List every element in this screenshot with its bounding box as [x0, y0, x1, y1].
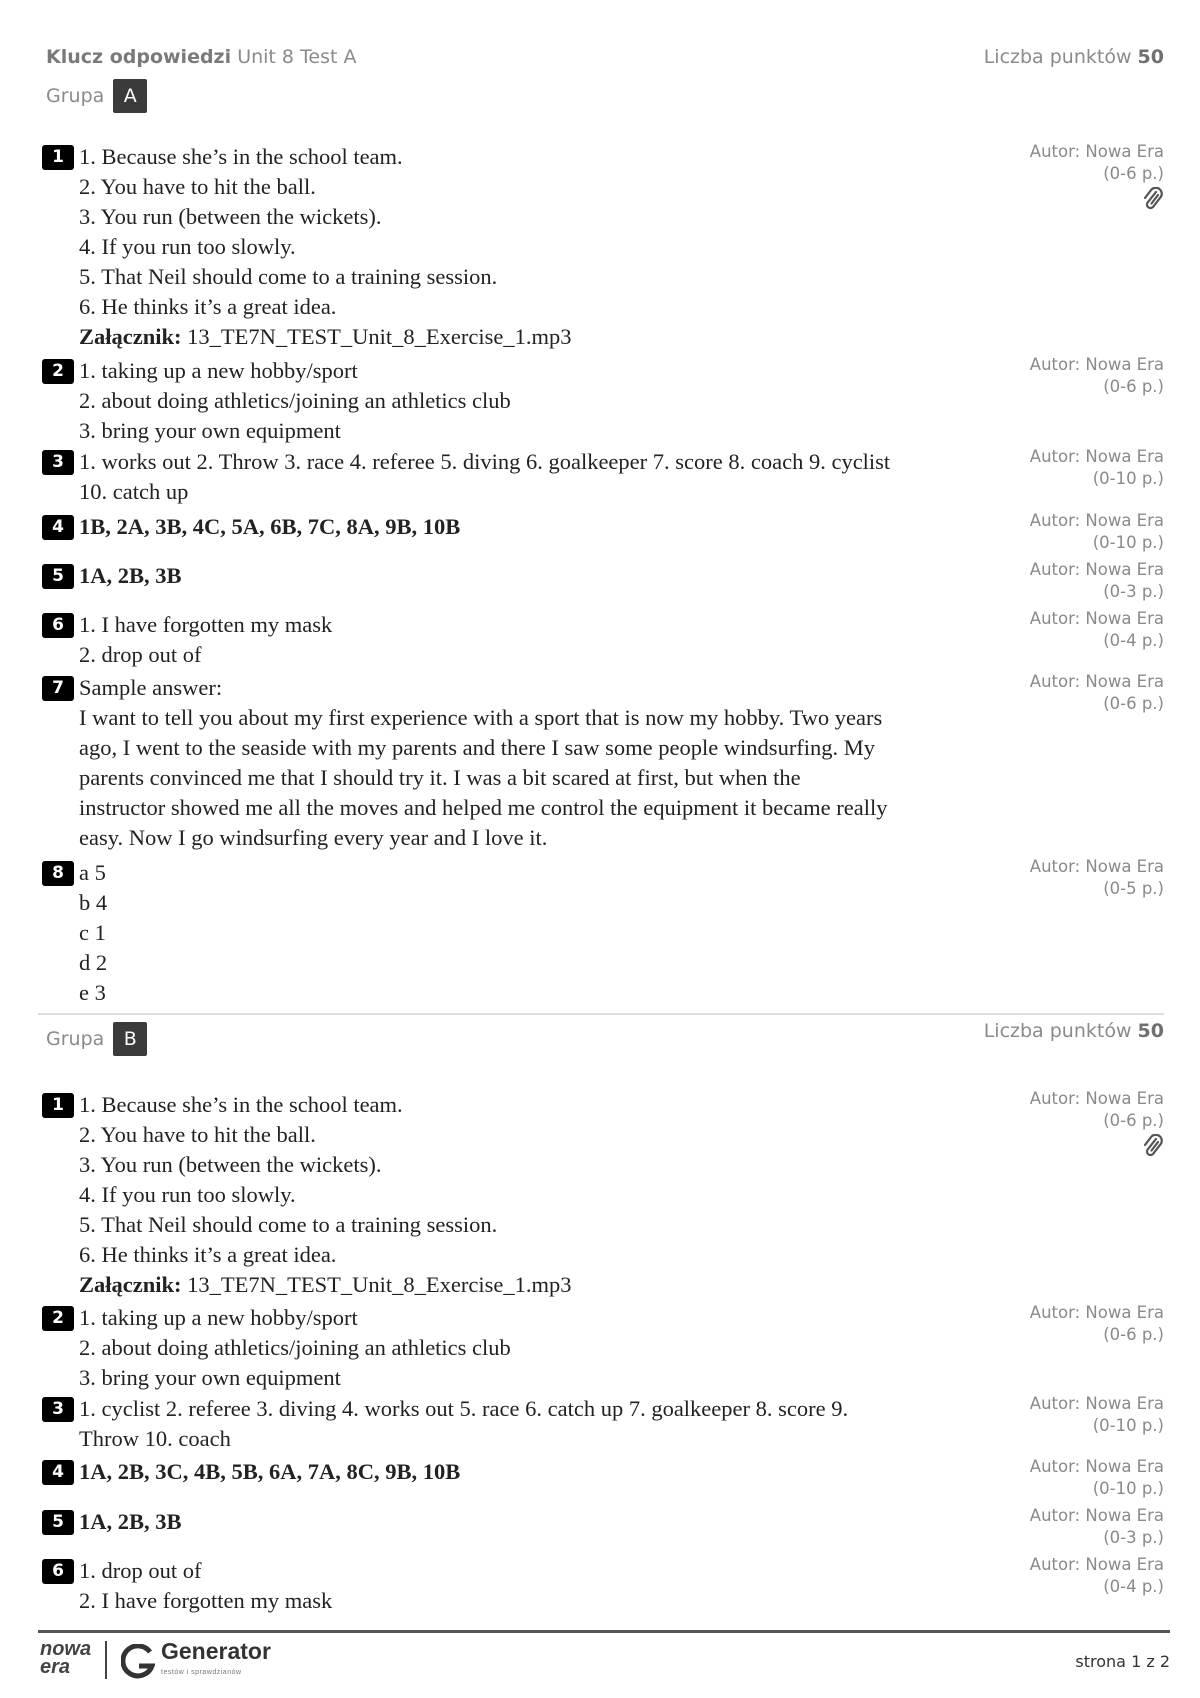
- points-range: (0-6 p.): [1103, 377, 1164, 396]
- question-b6-meta: [1030, 1554, 1164, 1598]
- question-b4-meta: [1030, 1456, 1164, 1500]
- author-label: Autor: Nowa Era: [1029, 857, 1164, 876]
- paperclip-icon[interactable]: [1142, 187, 1164, 213]
- author-label: Autor: Nowa Era: [1029, 560, 1164, 579]
- group-a-label: [46, 79, 147, 113]
- points-range: (0-10 p.): [1092, 1479, 1164, 1498]
- answer-line: 1. taking up a new hobby/sport: [79, 1305, 358, 1330]
- attachment-filename[interactable]: 13_TE7N_TEST_Unit_8_Exercise_1.mp3: [187, 1272, 572, 1297]
- question-number-badge: 7: [42, 676, 74, 701]
- group-letter-badge: B: [113, 1022, 147, 1056]
- question-number-badge: 1: [42, 1093, 74, 1118]
- answer-line: 1. taking up a new hobby/sport: [79, 358, 358, 383]
- question-b3-meta: [1030, 1393, 1164, 1437]
- answer-line: 1. cyclist 2. referee 3. diving 4. works out 5. race 6. catch up 7. goalkeeper 8. score 9.: [79, 1396, 849, 1421]
- answer-line: d 2: [79, 950, 108, 975]
- points-range: (0-6 p.): [1103, 1111, 1164, 1130]
- answer-line: 2. about doing athletics/joining an athletics club: [79, 388, 511, 413]
- points-value: 50: [1137, 1020, 1164, 1042]
- points-value: 50: [1137, 46, 1164, 68]
- points-range: (0-4 p.): [1103, 631, 1164, 650]
- author-label: Autor: Nowa Era: [1029, 511, 1164, 530]
- answer-heading: Sample answer:: [79, 675, 223, 700]
- answer-line: 1A, 2B, 3B: [79, 1509, 182, 1534]
- author-label: Autor: Nowa Era: [1029, 609, 1164, 628]
- question-number-badge: 3: [42, 1397, 74, 1422]
- question-number-badge: 6: [42, 613, 74, 638]
- question-a4-meta: [1030, 510, 1164, 554]
- attachment-label: Załącznik:: [79, 1272, 182, 1297]
- answer-line: 2. You have to hit the ball.: [79, 174, 316, 199]
- question-a1-meta: [1030, 141, 1164, 213]
- question-a8-meta: [1030, 856, 1164, 900]
- points-range: (0-3 p.): [1103, 582, 1164, 601]
- attachment[interactable]: [79, 322, 1039, 352]
- logo-nowa-text: nowa: [40, 1638, 92, 1660]
- answer-line: 1. I have forgotten my mask: [79, 612, 333, 637]
- nowa-era-logo: [40, 1640, 91, 1676]
- question-number-badge: 3: [42, 450, 74, 475]
- author-label: Autor: Nowa Era: [1029, 1303, 1164, 1322]
- author-label: Autor: Nowa Era: [1029, 1394, 1164, 1413]
- question-number-badge: 5: [42, 1510, 74, 1535]
- group-b-label: [46, 1022, 147, 1056]
- group-label-text: Grupa: [46, 1028, 105, 1050]
- answer-line: easy. Now I go windsurfing every year and I love it.: [79, 825, 548, 850]
- title-rest: Unit 8 Test A: [237, 46, 357, 68]
- author-label: Autor: Nowa Era: [1029, 672, 1164, 691]
- answer-line: b 4: [79, 890, 108, 915]
- points-range: (0-3 p.): [1103, 1528, 1164, 1547]
- points-range: (0-10 p.): [1092, 469, 1164, 488]
- points-range: (0-10 p.): [1092, 533, 1164, 552]
- answer-line: e 3: [79, 980, 106, 1005]
- question-number-badge: 8: [42, 861, 74, 886]
- author-label: Autor: Nowa Era: [1029, 142, 1164, 161]
- answer-line: 3. bring your own equipment: [79, 418, 341, 443]
- answer-line: 4. If you run too slowly.: [79, 234, 296, 259]
- question-a5-meta: [1030, 559, 1164, 603]
- question-number-badge: 2: [42, 359, 74, 384]
- question-b5-meta: [1030, 1505, 1164, 1549]
- answer-line: c 1: [79, 920, 106, 945]
- answer-line: 6. He thinks it’s a great idea.: [79, 294, 337, 319]
- answer-line: 1. Because she’s in the school team.: [79, 1092, 403, 1117]
- points-label: Liczba punktów: [983, 46, 1132, 68]
- answer-line: 5. That Neil should come to a training session.: [79, 264, 498, 289]
- group-divider: [38, 1013, 1164, 1015]
- generator-logo: [121, 1640, 271, 1684]
- generator-g-icon: [121, 1644, 155, 1680]
- question-number-badge: 1: [42, 145, 74, 170]
- logo-separator: [105, 1641, 107, 1679]
- points-range: (0-6 p.): [1103, 1325, 1164, 1344]
- group-letter-badge: A: [113, 79, 147, 113]
- question-a2-meta: [1030, 354, 1164, 398]
- answer-line: 3. You run (between the wickets).: [79, 1152, 382, 1177]
- answer-line: 4. If you run too slowly.: [79, 1182, 296, 1207]
- answer-line: instructor showed me all the moves and helped me control the equipment it became really: [79, 795, 888, 820]
- answer-line: 1. drop out of: [79, 1558, 202, 1583]
- question-number-badge: 2: [42, 1306, 74, 1331]
- answer-line: ago, I went to the seaside with my parents and there I saw some people windsurfing. My: [79, 735, 876, 760]
- answer-line: 3. bring your own equipment: [79, 1365, 341, 1390]
- logo-era-text: era: [40, 1656, 71, 1678]
- question-b1-meta: [1030, 1088, 1164, 1160]
- answer-line: a 5: [79, 860, 106, 885]
- answer-line: Throw 10. coach: [79, 1426, 231, 1451]
- author-label: Autor: Nowa Era: [1029, 1555, 1164, 1574]
- group-label-text: Grupa: [46, 85, 105, 107]
- generator-subtext: testów i sprawdzianów: [161, 1669, 242, 1676]
- question-a7-meta: [1030, 671, 1164, 715]
- points-range: (0-10 p.): [1092, 1416, 1164, 1435]
- group-b-points: [984, 1020, 1164, 1042]
- answer-line: 2. about doing athletics/joining an athletics club: [79, 1335, 511, 1360]
- points-range: (0-6 p.): [1103, 694, 1164, 713]
- author-label: Autor: Nowa Era: [1029, 1089, 1164, 1108]
- answer-line: I want to tell you about my first experience with a sport that is now my hobby. Two years: [79, 705, 883, 730]
- question-b2-meta: [1030, 1302, 1164, 1346]
- attachment[interactable]: [79, 1270, 1039, 1300]
- answer-line: parents convinced me that I should try it. I was a bit scared at first, but when the: [79, 765, 801, 790]
- question-number-badge: 5: [42, 564, 74, 589]
- attachment-label: Załącznik:: [79, 324, 182, 349]
- answer-line: 2. You have to hit the ball.: [79, 1122, 316, 1147]
- answer-line: 2. I have forgotten my mask: [79, 1588, 333, 1613]
- question-a3-meta: [1030, 446, 1164, 490]
- question-number-badge: 4: [42, 1460, 74, 1485]
- answer-line: 3. You run (between the wickets).: [79, 204, 382, 229]
- generator-text: Generator: [161, 1638, 271, 1664]
- answer-line: 1A, 2B, 3B: [79, 563, 182, 588]
- footer-rule: [38, 1630, 1170, 1633]
- paperclip-icon[interactable]: [1142, 1134, 1164, 1160]
- answer-line: 1A, 2B, 3C, 4B, 5B, 6A, 7A, 8C, 9B, 10B: [79, 1459, 461, 1484]
- question-a6-meta: [1030, 608, 1164, 652]
- question-number-badge: 6: [42, 1559, 74, 1584]
- document-title: [46, 46, 357, 68]
- points-range: (0-6 p.): [1103, 164, 1164, 183]
- author-label: Autor: Nowa Era: [1029, 1457, 1164, 1476]
- group-a-points: [984, 46, 1164, 68]
- author-label: Autor: Nowa Era: [1029, 447, 1164, 466]
- answer-line: 1. works out 2. Throw 3. race 4. referee 5. diving 6. goalkeeper 7. score 8. coach 9. cyclist: [79, 449, 891, 474]
- answer-line: 1B, 2A, 3B, 4C, 5A, 6B, 7C, 8A, 9B, 10B: [79, 514, 461, 539]
- title-bold: Klucz odpowiedzi: [46, 46, 232, 68]
- answer-line: 6. He thinks it’s a great idea.: [79, 1242, 337, 1267]
- answer-line: 10. catch up: [79, 479, 189, 504]
- attachment-filename[interactable]: 13_TE7N_TEST_Unit_8_Exercise_1.mp3: [187, 324, 572, 349]
- points-range: (0-4 p.): [1103, 1577, 1164, 1596]
- points-range: (0-5 p.): [1103, 879, 1164, 898]
- answer-line: 2. drop out of: [79, 642, 202, 667]
- author-label: Autor: Nowa Era: [1029, 355, 1164, 374]
- question-number-badge: 4: [42, 515, 74, 540]
- author-label: Autor: Nowa Era: [1029, 1506, 1164, 1525]
- page-number: strona 1 z 2: [1075, 1652, 1170, 1671]
- points-label: Liczba punktów: [983, 1020, 1132, 1042]
- answer-line: 5. That Neil should come to a training session.: [79, 1212, 498, 1237]
- answer-line: 1. Because she’s in the school team.: [79, 144, 403, 169]
